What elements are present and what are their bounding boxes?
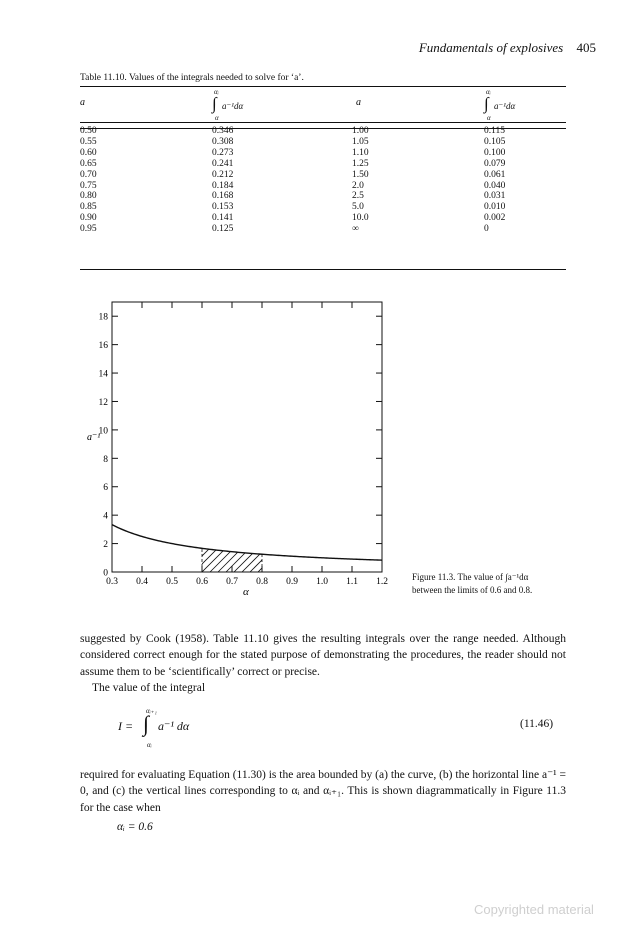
x-tick-label: 0.9 (286, 577, 298, 587)
x-tick-label: 1.2 (376, 577, 388, 587)
table-cell: 0.50 (80, 126, 97, 136)
table-cell: 0.65 (80, 158, 97, 169)
table-row (80, 181, 566, 192)
table-cell: 0.100 (484, 147, 506, 158)
table-row (80, 202, 566, 213)
table-cell: 0.115 (484, 126, 506, 136)
table-cell: 0 (484, 224, 489, 235)
table-row (80, 213, 566, 224)
table-bottom-rule (80, 269, 566, 270)
table-cell: 0.95 (80, 224, 97, 235)
table-row (80, 224, 566, 235)
table-cell: 0.308 (212, 136, 234, 147)
x-tick-label: 0.8 (256, 577, 268, 587)
x-tick-label: 0.6 (196, 577, 208, 587)
table-cell: 0.55 (80, 136, 97, 147)
table-cell: 0.153 (212, 202, 234, 213)
table-cell: 0.273 (212, 147, 234, 158)
integral-lower-limit: α (487, 114, 491, 122)
hatch-line (90, 482, 180, 572)
y-tick-label: 6 (103, 483, 108, 494)
x-tick-label: 0.7 (226, 577, 238, 587)
table-row (80, 170, 566, 181)
equation-integrand: a⁻¹ dα (158, 719, 190, 733)
x-axis-label: α (243, 586, 249, 598)
values-table (80, 126, 566, 235)
x-tick-label: 1.1 (346, 577, 358, 587)
table-cell: 0.031 (484, 191, 506, 202)
table-cell: 0.241 (212, 158, 234, 169)
figure-11-3 (80, 292, 400, 610)
hatch-line (138, 482, 228, 572)
table-cell: 0.141 (212, 213, 234, 224)
table-cell: 10.0 (352, 213, 369, 224)
running-head-title: Fundamentals of explosives (418, 40, 564, 55)
y-tick-label: 8 (103, 454, 108, 465)
col-header-a-2: a (356, 97, 361, 108)
table-row (80, 137, 566, 148)
table-cell: 0.061 (484, 169, 506, 180)
running-head (0, 40, 596, 56)
integral-sign: ∫ (484, 94, 489, 113)
x-tick-label: 0.3 (106, 577, 118, 587)
hatch-line (114, 482, 204, 572)
equation-number: (11.46) (520, 718, 554, 730)
equation-lhs: I = (118, 719, 134, 733)
table-cell: 1.25 (352, 158, 369, 169)
y-tick-label: 16 (98, 341, 108, 352)
paragraph-3: required for evaluating Equation (11.30) is the area bounded by (a) the curve, (b) the horizontal line a⁻¹ = 0, and (c) the vertical lines corresponding to αᵢ and αᵢ₊₁. This is shown diagrammatically in Figure 11.3 for the case when (80, 769, 566, 814)
paragraph-1: suggested by Cook (1958). Table 11.10 gives the resulting integrals over the range needed. Although considered correct enough for the stated purpose of demonstrating the procedures, the reader should not assume them to be ‘scientifically’ correct or precise. (80, 633, 566, 678)
table-cell: 0.75 (80, 180, 97, 191)
table-cell: 0.90 (80, 213, 97, 224)
table-cell: 0.80 (80, 191, 97, 202)
y-tick-label: 4 (103, 511, 108, 522)
y-tick-label: 0 (103, 568, 108, 579)
integral-integrand: a⁻¹dα (222, 101, 244, 111)
table-cell: 1.50 (352, 169, 369, 180)
y-tick-label: 14 (98, 369, 108, 380)
hatch-line (226, 482, 316, 572)
plot-frame (112, 302, 382, 572)
hatch-line (242, 482, 332, 572)
hatch-line (146, 482, 236, 572)
table-cell: 1.00 (352, 126, 369, 136)
table-cell: 0.010 (484, 202, 506, 213)
table-cell: 1.10 (352, 147, 369, 158)
table-cell: 0.105 (484, 136, 506, 147)
figure-caption (412, 571, 602, 597)
table-row (80, 126, 566, 137)
integral-integrand: a⁻¹dα (494, 101, 516, 111)
hatch-line (130, 482, 220, 572)
equation-integral-sign: ∫ (143, 711, 150, 736)
table-row (80, 191, 566, 202)
hatch-line (154, 482, 244, 572)
table-cell: 0.125 (212, 224, 234, 235)
equation-upper-limit: αᵢ₊₁ (146, 707, 157, 715)
hatch-line (218, 482, 308, 572)
table-cell: 0.079 (484, 158, 506, 169)
integral-lower-limit: α (215, 114, 219, 122)
table-cell: 2.5 (352, 191, 364, 202)
equation-lower-limit: αᵢ (147, 741, 152, 749)
copyright-watermark: Copyrighted material (474, 902, 594, 917)
y-tick-label: 18 (98, 312, 108, 323)
integral-sign: ∫ (212, 94, 217, 113)
equation-alpha-i: αᵢ = 0.6 (117, 821, 153, 833)
hatch-line (234, 482, 324, 572)
table-cell: 0.346 (212, 126, 234, 136)
table-row (80, 148, 566, 159)
table-cell: 0.040 (484, 180, 506, 191)
y-tick-label: 10 (98, 426, 108, 437)
figure-caption-line-1: Figure 11.3. The value of ∫a⁻¹dα (412, 572, 529, 582)
table-caption: Table 11.10. Values of the integrals needed to solve for ‘a’. (80, 73, 304, 83)
hatch-line (82, 482, 172, 572)
table-cell: 0.85 (80, 202, 97, 213)
table-cell: 0.212 (212, 169, 234, 180)
hatch-line (106, 482, 196, 572)
table-cell: ∞ (352, 224, 359, 235)
table-cell: 0.70 (80, 169, 97, 180)
integral-upper-limit: αᵢ (214, 88, 219, 96)
curve-series-1 (112, 525, 382, 561)
integral-upper-limit: αᵢ (486, 88, 491, 96)
col-header-a-1: a (80, 97, 85, 108)
figure-caption-line-2: between the limits of 0.6 and 0.8. (412, 585, 533, 595)
page-number: 405 (576, 40, 596, 55)
y-axis-label: a⁻¹ (87, 432, 101, 443)
table-cell: 2.0 (352, 180, 364, 191)
hatch-line (122, 482, 212, 572)
table-cell: 1.05 (352, 136, 369, 147)
x-tick-label: 0.4 (136, 577, 148, 587)
x-tick-label: 0.5 (166, 577, 178, 587)
table-cell: 0.184 (212, 180, 234, 191)
table-cell: 0.002 (484, 213, 506, 224)
table-cell: 0.168 (212, 191, 234, 202)
table-top-rule (80, 86, 566, 87)
table-cell: 0.60 (80, 147, 97, 158)
table-cell: 5.0 (352, 202, 364, 213)
table-header-rule (80, 122, 566, 123)
y-tick-label: 2 (103, 540, 108, 551)
x-tick-label: 1.0 (316, 577, 328, 587)
paragraph-2: The value of the integral (92, 682, 206, 694)
y-tick-label: 12 (98, 397, 108, 408)
table-row (80, 159, 566, 170)
